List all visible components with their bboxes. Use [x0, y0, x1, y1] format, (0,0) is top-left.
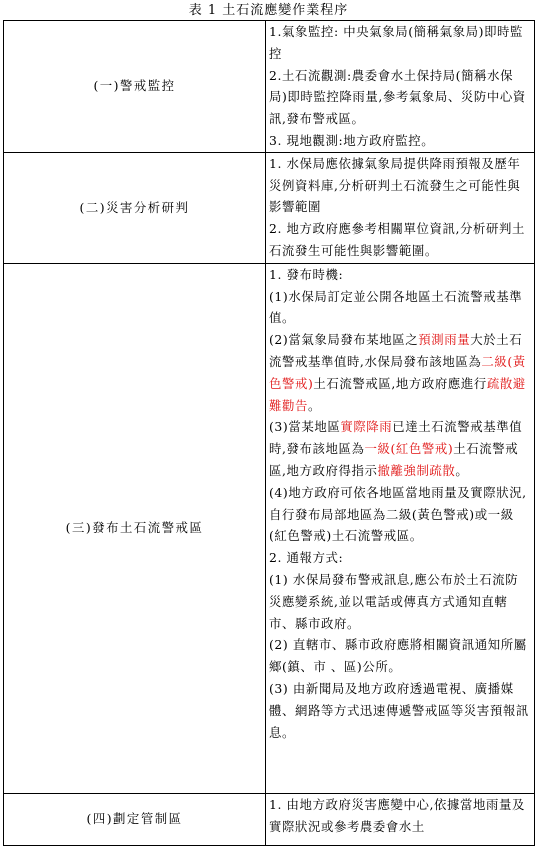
- text-segment: 。: [455, 462, 469, 478]
- table-row: [4, 21, 535, 153]
- content-line: (4)地方政府可依各地區當地雨量及實際狀況,自行發布局部地區為二級(黃色警戒)或一級(紅色警戒)土石流警戒區。: [269, 484, 527, 544]
- content-line: [269, 329, 530, 416]
- content-line: 1. 水保局應依據氣象局提供降雨預報及歷年災例資料庫,分析研判土石流發生之可能性與影響範圍: [269, 155, 521, 215]
- table-row: [4, 152, 535, 263]
- text-segment: 大於土石流警戒基準值時,水保局發布該地區為: [269, 332, 523, 369]
- table-caption: 表 1 土石流應變作業程序: [188, 3, 349, 18]
- highlight-forced-evacuation: 撤離強制疏散: [377, 462, 456, 478]
- content-line: 2. 地方政府應參考相關單位資訊,分析研判土石流發生可能性與影響範圍。: [269, 221, 525, 258]
- content-line: 2. 通報方式:: [269, 550, 344, 566]
- text-segment: 土石流警戒區,地方政府得指示: [269, 441, 519, 478]
- content-line: (2) 直轄市、縣市政府應將相關資訊通知所屬鄉(鎮、市 、區)公所。: [269, 637, 527, 675]
- highlight-evacuation-advice: 疏散避難勸告: [269, 375, 526, 413]
- stage-content-warning-zone: [266, 263, 535, 793]
- text-segment: 。: [307, 397, 321, 413]
- content-line: 2.土石流觀測:農委會水土保持局(簡稱水保局)即時監控降雨量,參考氣象局、災防中心資訊,發布警戒區。: [269, 67, 526, 127]
- stage-label-warning-zone: (三)發布土石流警戒區: [4, 263, 266, 793]
- procedure-table: [3, 20, 535, 846]
- stage-label-monitoring: (一)警戒監控: [4, 21, 266, 153]
- stage-label-control-zone: (四)劃定管制區: [4, 793, 266, 845]
- stage-content-monitoring: [266, 21, 535, 153]
- stage-label-analysis: (二)災害分析研判: [4, 152, 266, 263]
- stage-content-analysis: [266, 152, 535, 263]
- text-segment: (2)當氣象局發布某地區之: [269, 332, 419, 348]
- highlight-actual-rainfall: 實際降雨: [340, 419, 393, 435]
- content-line: (1) 水保局發布警戒訊息,應公布於土石流防災應變系統,並以電話或傳真方式通知直轄市、縣市政府。: [269, 571, 519, 631]
- text-segment: (3)當某地區: [269, 419, 341, 435]
- content-line: 1.氣象監控: 中央氣象局(簡稱氣象局)即時監控: [269, 24, 524, 61]
- text-segment: 已達土石流警戒基準值時,發布該地區為: [269, 419, 523, 457]
- content-line: 1. 由地方政府災害應變中心,依據當地雨量及實際狀況或參考農委會水土: [269, 796, 525, 834]
- highlight-forecast-rainfall: 預測雨量: [418, 332, 471, 348]
- highlight-level-one-red: 一級(紅色警戒): [364, 441, 454, 457]
- content-line: 3. 現地觀測:地方政府監控。: [269, 132, 435, 148]
- table-row: [4, 263, 535, 793]
- content-line: [269, 416, 530, 481]
- content-line: (3) 由新聞局及地方政府透過電視、廣播媒體、網路等方式迅速傳遞警戒區等災害預報訊息。: [269, 680, 529, 740]
- text-segment: 土石流警戒區,地方政府應進行: [313, 375, 487, 391]
- table-row: [4, 793, 535, 845]
- content-line: 1. 發布時機:: [269, 266, 344, 282]
- stage-content-control-zone: [266, 793, 535, 845]
- content-line: (1)水保局訂定並公開各地區土石流警戒基準值。: [269, 288, 523, 326]
- highlight-level-two-yellow: 二級(黃色警戒): [269, 353, 526, 391]
